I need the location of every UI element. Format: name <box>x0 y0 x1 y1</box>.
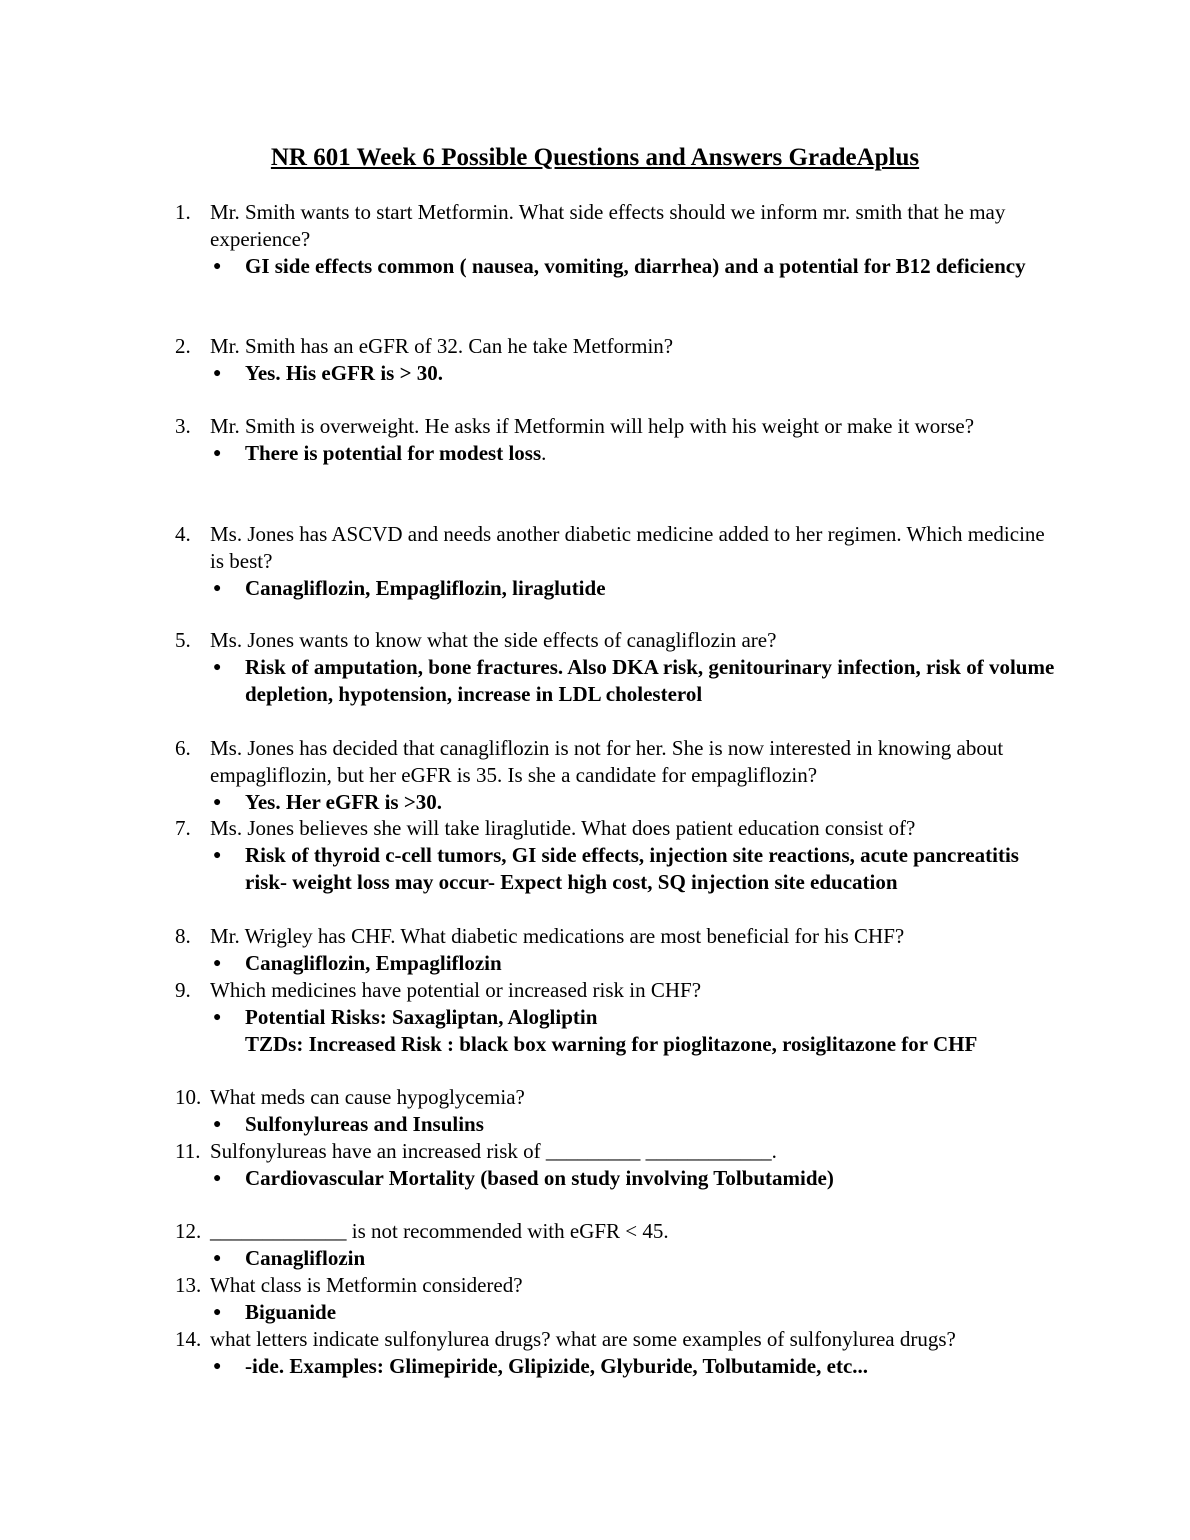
question-text: Ms. Jones has decided that canagliflozin is not for her. She is now interested in knowing about empagliflozin, but her eGFR is 35. Is she a candidate for empagliflozin? <box>210 736 1004 787</box>
answer-text: There is potential for modest loss <box>245 441 542 465</box>
bullet-icon: ● <box>213 446 222 461</box>
qa-item-13 <box>175 1272 1055 1326</box>
question-text: What meds can cause hypoglycemia? <box>210 1085 525 1109</box>
qa-item-2 <box>175 333 1055 387</box>
answer-text: Canagliflozin, Empagliflozin, liraglutide <box>245 576 606 600</box>
answer-text: Yes. His eGFR is > 30. <box>245 361 444 385</box>
bullet-icon: ● <box>213 1010 222 1025</box>
answer-text: Risk of thyroid c-cell tumors, GI side effects, injection site reactions, acute pancreatitis risk- weight loss may occur- Expect high cost, SQ injection site education <box>245 843 1019 894</box>
question-number: 5. <box>175 628 191 652</box>
answer-tail: . <box>541 441 547 465</box>
qa-item-14 <box>175 1326 1055 1380</box>
qa-item-7 <box>175 815 1055 896</box>
qa-item-9 <box>175 977 1055 1058</box>
bullet-icon: ● <box>213 366 222 381</box>
qa-item-6 <box>175 735 1055 816</box>
question-text: Ms. Jones believes she will take liraglutide. What does patient education consist of? <box>210 816 916 840</box>
question-number: 14. <box>175 1327 202 1351</box>
answer-text: Cardiovascular Mortality (based on study involving Tolbutamide) <box>245 1166 834 1190</box>
answer-text: Risk of amputation, bone fractures. Also DKA risk, genitourinary infection, risk of volume depletion, hypotension, increase in LDL cholesterol <box>245 655 1055 706</box>
answer-text: GI side effects common ( nausea, vomiting, diarrhea) and a potential for B12 deficiency <box>245 254 1026 278</box>
bullet-icon: ● <box>213 956 222 971</box>
qa-item-12 <box>175 1218 1055 1272</box>
bullet-icon: ● <box>213 795 222 810</box>
question-number: 3. <box>175 414 191 438</box>
question-text: Mr. Wrigley has CHF. What diabetic medications are most beneficial for his CHF? <box>210 924 905 948</box>
qa-item-8 <box>175 923 1055 977</box>
question-number: 9. <box>175 978 191 1002</box>
question-number: 8. <box>175 924 191 948</box>
question-number: 10. <box>175 1085 202 1109</box>
document-title: NR 601 Week 6 Possible Questions and Answers GradeAplus <box>270 144 920 171</box>
answer-text: Yes. Her eGFR is >30. <box>245 790 443 814</box>
question-text: Ms. Jones wants to know what the side effects of canagliflozin are? <box>210 628 777 652</box>
question-text: Mr. Smith wants to start Metformin. What side effects should we inform mr. smith that he may experience? <box>210 200 1006 251</box>
qa-item-4 <box>175 521 1055 602</box>
question-text: Ms. Jones has ASCVD and needs another diabetic medicine added to her regimen. Which medicine is best? <box>210 522 1045 573</box>
question-number: 2. <box>175 334 191 358</box>
bullet-icon: ● <box>213 1251 222 1266</box>
question-text: Mr. Smith has an eGFR of 32. Can he take Metformin? <box>210 334 674 358</box>
question-number: 13. <box>175 1273 202 1297</box>
answer-text: Potential Risks: Saxagliptan, Alogliptin <box>245 1005 598 1029</box>
question-text: what letters indicate sulfonylurea drugs? what are some examples of sulfonylurea drugs? <box>210 1327 956 1351</box>
bullet-icon: ● <box>213 848 222 863</box>
answer-text: -ide. Examples: Glimepiride, Glipizide, Glyburide, Tolbutamide, etc... <box>245 1354 869 1378</box>
bullet-icon: ● <box>213 259 222 274</box>
qa-item-1 <box>175 199 1055 280</box>
answer-text: Canagliflozin, Empagliflozin <box>245 951 502 975</box>
question-text: _____________ is not recommended with eGFR < 45. <box>210 1219 669 1243</box>
question-number: 4. <box>175 522 191 546</box>
bullet-icon: ● <box>213 1359 222 1374</box>
question-number: 12. <box>175 1219 202 1243</box>
bullet-icon: ● <box>213 1171 222 1186</box>
question-number: 7. <box>175 816 191 840</box>
bullet-icon: ● <box>213 1117 222 1132</box>
question-number: 6. <box>175 736 191 760</box>
bullet-icon: ● <box>213 660 222 675</box>
question-text: Sulfonylureas have an increased risk of _________ ____________. <box>210 1139 777 1163</box>
qa-item-5 <box>175 627 1055 708</box>
question-number: 11. <box>175 1139 201 1163</box>
answer-text-line2: TZDs: Increased Risk : black box warning for pioglitazone, rosiglitazone for CHF <box>245 1032 978 1056</box>
question-text: Mr. Smith is overweight. He asks if Metformin will help with his weight or make it worse? <box>210 414 975 438</box>
answer-text: Sulfonylureas and Insulins <box>245 1112 484 1136</box>
question-text: What class is Metformin considered? <box>210 1273 523 1297</box>
answer-text: Canagliflozin <box>245 1246 366 1270</box>
qa-item-3 <box>175 413 1055 467</box>
question-text: Which medicines have potential or increased risk in CHF? <box>210 978 702 1002</box>
bullet-icon: ● <box>213 1305 222 1320</box>
qa-item-11 <box>175 1138 1055 1192</box>
question-number: 1. <box>175 200 191 224</box>
bullet-icon: ● <box>213 581 222 596</box>
answer-text: Biguanide <box>245 1300 337 1324</box>
qa-item-10 <box>175 1084 1055 1138</box>
